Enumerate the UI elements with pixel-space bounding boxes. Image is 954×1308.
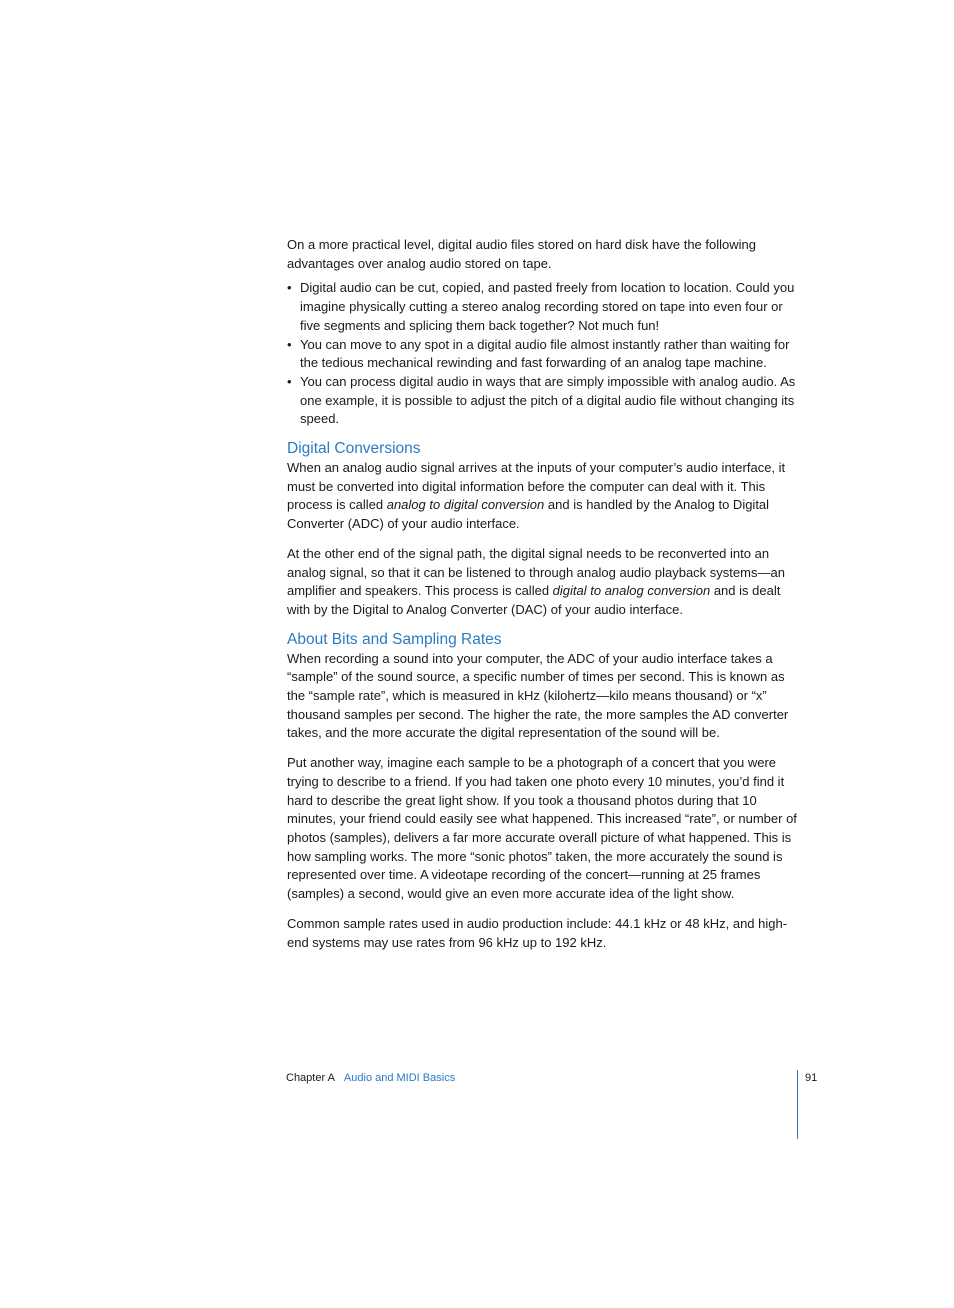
section-heading-bits-sampling: About Bits and Sampling Rates	[287, 630, 502, 648]
body-content	[287, 236, 799, 952]
list-item	[287, 279, 799, 335]
bits-sampling-paragraph-2: Put another way, imagine each sample to be a photograph of a concert that you were trying to describe to a friend. If you had taken one photo every 10 minutes, you’d find it hard to describe the great light show. If you took a thousand photos during that 10 minutes, your friend could easily see what happened. This increased “rate”, or number of photos (samples), delivers a far more accurate overall picture of what happened. This is how sampling works. The more “sonic photos” taken, the more accurately the sound is represented over time. A videotape recording of the concert—running at 25 frames (samples) a second, would give an even more accurate idea of the light show.	[287, 755, 797, 902]
intro-paragraph: On a more practical level, digital audio files stored on hard disk have the following advantages over analog audio stored on tape.	[287, 237, 756, 271]
text-run: and is handled by the Analog to Digital Converter (ADC) of your audio interface.	[287, 497, 770, 532]
bits-sampling-paragraph-3: Common sample rates used in audio production include: 44.1 kHz or 48 kHz, and high-end systems may use rates from 96 kHz up to 192 kHz.	[287, 915, 788, 950]
page-number: 91	[805, 1072, 818, 1084]
bullet-icon: •	[287, 336, 292, 352]
section-heading-digital-conversions: Digital Conversions	[287, 440, 421, 458]
footer-divider	[797, 1070, 798, 1139]
footer-chapter-title[interactable]: Audio and MIDI Basics	[343, 1072, 456, 1084]
list-item	[287, 373, 799, 429]
text-run: At the other end of the signal path, the digital signal needs to be reconverted into an analog signal, so that it can be listened to through analog audio playback systems—an amplifier and speakers. This process is called	[287, 545, 785, 599]
list-item	[287, 336, 799, 373]
footer-chapter	[286, 1070, 455, 1086]
emphasis-term: analog to digital conversion	[386, 497, 545, 513]
list-item-text: Digital audio can be cut, copied, and pasted freely from location to location. Could you imagine physically cutting a stereo analog recording stored on tape into even four or five segments and splicing them back together? Not much fun!	[300, 280, 795, 333]
bullet-icon: •	[287, 373, 292, 389]
bullet-icon: •	[287, 280, 292, 296]
bits-sampling-paragraph-1: When recording a sound into your computer, the ADC of your audio interface takes a “sample” of the sound source, a specific number of times per second. This is known as the “sample rate”, which is measured in kHz (kilohertz—kilo means thousand) or “x” thousand samples per second. The higher the rate, the more samples the AD converter takes, and the more accurate the digital representation of the sound will be.	[287, 650, 789, 741]
emphasis-term: digital to analog conversion	[552, 583, 711, 599]
list-item-text: You can process digital audio in ways that are simply impossible with analog audio. As one example, it is possible to adjust the pitch of a digital audio file without changing its speed.	[300, 373, 796, 427]
advantages-list	[287, 279, 799, 429]
text-run: and is dealt with by the Digital to Analog Converter (DAC) of your audio interface.	[287, 583, 781, 617]
list-item-text: You can move to any spot in a digital audio file almost instantly rather than waiting for the tedious mechanical rewinding and fast forwarding of an analog tape machine.	[300, 336, 790, 371]
footer-chapter-label: Chapter A	[286, 1072, 335, 1084]
digital-conversions-paragraph-1	[287, 459, 799, 534]
text-run: When an analog audio signal arrives at the inputs of your computer’s audio interface, it must be converted into digital information before the computer can deal with it. This process is called	[287, 460, 786, 513]
digital-conversions-paragraph-2	[287, 545, 799, 620]
